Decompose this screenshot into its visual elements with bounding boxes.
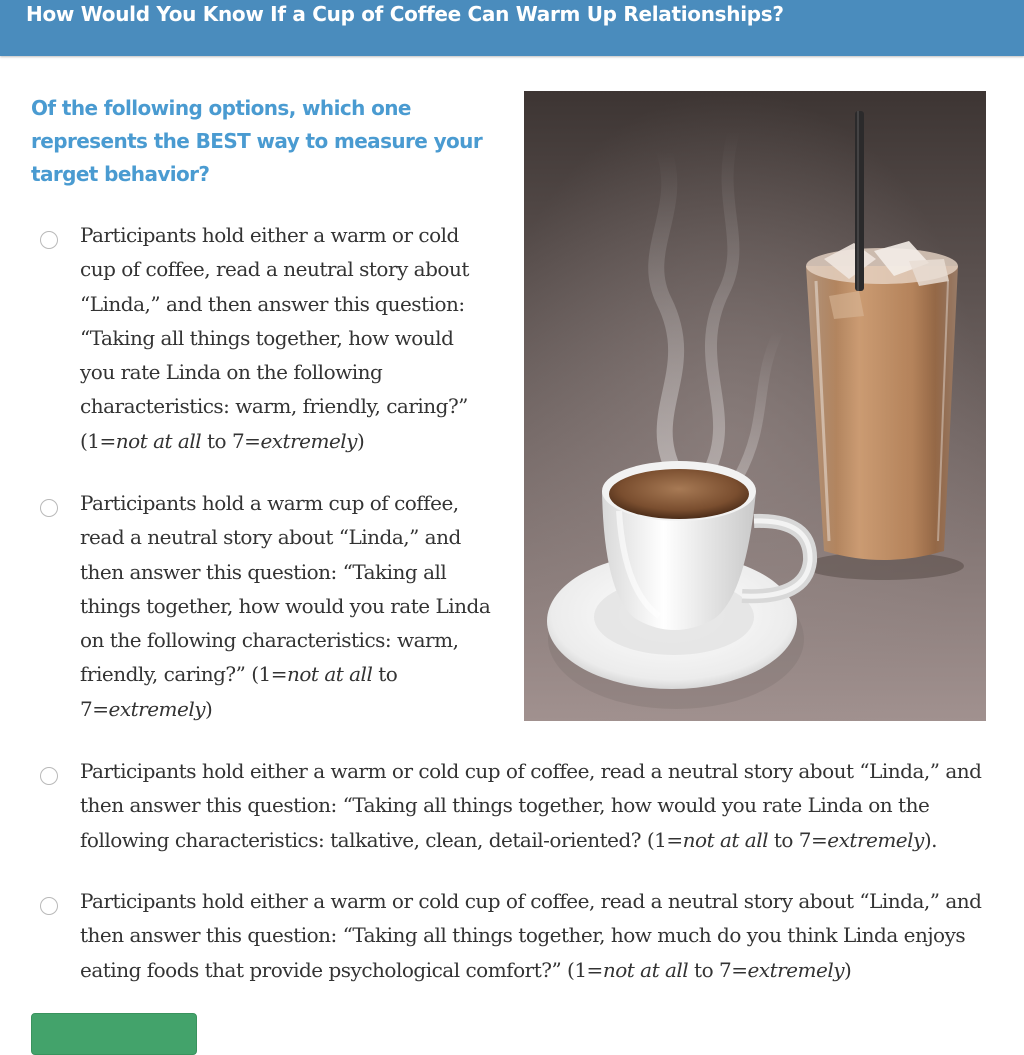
question-prompt: Of the following options, which one represents the BEST way to measure your target behavior? xyxy=(31,96,483,186)
option-3-text: Participants hold either a warm or cold cup of coffee, read a neutral story about “Linda,” and then answer this question: “Taking all things together, how would you rate Linda on the following characteristics: talkative, clean, detail-oriented? (1=not at all to 7=extremely). xyxy=(80,759,982,852)
page-header xyxy=(0,0,1024,56)
next-button[interactable] xyxy=(31,1013,197,1055)
option-1-text: Participants hold either a warm or cold cup of coffee, read a neutral story about “Linda,” and then answer this question: “Taking all things together, how would you rate Linda on the following characteristics: warm, friendly, caring?” (1=not at all to 7=extremely) xyxy=(80,223,469,453)
radio-option-2[interactable] xyxy=(40,499,58,517)
radio-option-3[interactable] xyxy=(40,767,58,785)
radio-option-4[interactable] xyxy=(40,897,58,915)
option-2-text: Participants hold a warm cup of coffee, read a neutral story about “Linda,” and then answer this question: “Taking all things together, how would you rate Linda on the following characteristics: warm, friendly, caring?” (1=not at all to 7=extremely) xyxy=(80,491,491,721)
page-title: How Would You Know If a Cup of Coffee Can Warm Up Relationships? xyxy=(26,2,784,26)
coffee-photo xyxy=(524,91,986,721)
radio-option-1[interactable] xyxy=(40,231,58,249)
option-4-text: Participants hold either a warm or cold cup of coffee, read a neutral story about “Linda,” and then answer this question: “Taking all things together, how much do you think Linda enjoys eating foods that provide psychological comfort?” (1=not at all to 7=extremely) xyxy=(80,889,982,982)
coffee-illustration-icon xyxy=(524,91,986,721)
